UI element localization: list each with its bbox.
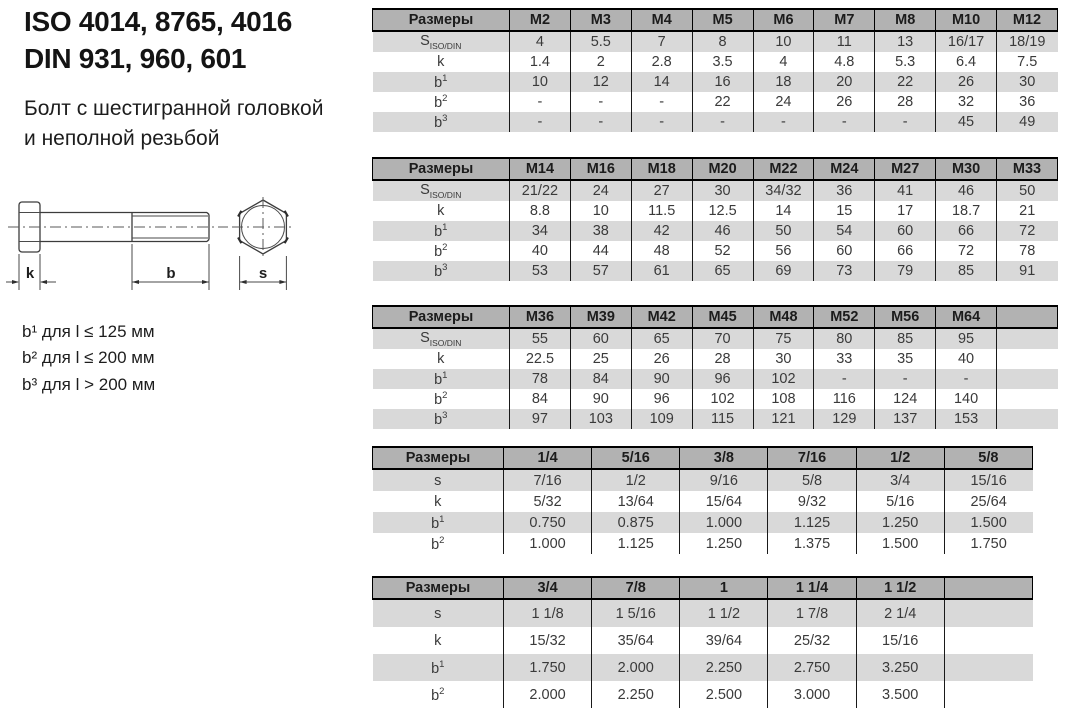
row-label: $b^1$ (434, 370, 448, 388)
value-cell: 96 (631, 389, 692, 409)
table-row (373, 654, 1033, 681)
size-header: M48 (753, 306, 814, 328)
value-cell (997, 328, 1058, 349)
value-cell: 5.5 (570, 31, 631, 52)
value-cell: 121 (753, 409, 814, 429)
bolt-diagram (4, 190, 314, 302)
row-label: $S_{ISO/DIN}$ (420, 182, 462, 200)
value-cell: 4 (510, 31, 571, 52)
value-cell: 15/32 (504, 627, 592, 654)
value-cell: 34 (510, 221, 571, 241)
value-cell: 15 (814, 201, 875, 221)
table-row (373, 627, 1033, 654)
table-row (373, 369, 1058, 389)
value-cell: 7.5 (997, 52, 1058, 72)
value-cell: 55 (510, 328, 571, 349)
size-header: M12 (997, 9, 1058, 31)
table-row (373, 31, 1058, 52)
dimension-b (132, 244, 209, 290)
table-row (373, 241, 1058, 261)
size-header: 3/4 (504, 577, 592, 599)
row-label: $S_{ISO/DIN}$ (420, 330, 462, 348)
table-row (373, 328, 1058, 349)
value-cell: 13 (875, 31, 936, 52)
value-cell: 79 (875, 261, 936, 281)
value-cell: 153 (936, 409, 997, 429)
value-cell (944, 681, 1032, 708)
size-header: M33 (997, 158, 1058, 180)
value-cell: 32 (936, 92, 997, 112)
row-label: k (434, 493, 442, 510)
size-header (944, 577, 1032, 599)
value-cell: 56 (753, 241, 814, 261)
value-cell: 61 (631, 261, 692, 281)
size-header: M4 (631, 9, 692, 31)
table-row (373, 112, 1058, 132)
dimension-table-metric-medium (372, 157, 1058, 281)
value-cell: 12.5 (692, 201, 753, 221)
value-cell: 80 (814, 328, 875, 349)
footnote-b1: b¹ для l ≤ 125 мм (22, 322, 155, 341)
dimension-table-metric-small (372, 8, 1058, 132)
value-cell: 102 (692, 389, 753, 409)
subtitle-line2: и неполной резьбой (24, 126, 220, 150)
value-cell: 18/19 (997, 31, 1058, 52)
value-cell: - (631, 92, 692, 112)
value-cell: 38 (570, 221, 631, 241)
value-cell: 1.375 (768, 533, 856, 554)
size-column-header: Размеры (373, 577, 504, 599)
value-cell (997, 409, 1058, 429)
value-cell (944, 599, 1032, 627)
row-label: $b^3$ (434, 410, 448, 428)
value-cell: 1.125 (768, 512, 856, 533)
value-cell: 0.875 (592, 512, 680, 533)
value-cell: - (570, 92, 631, 112)
value-cell: 2.750 (768, 654, 856, 681)
value-cell: 16 (692, 72, 753, 92)
value-cell: 3.000 (768, 681, 856, 708)
value-cell: 109 (631, 409, 692, 429)
value-cell: 35 (875, 349, 936, 369)
value-cell: 49 (997, 112, 1058, 132)
value-cell: 28 (692, 349, 753, 369)
value-cell: 2.250 (592, 681, 680, 708)
value-cell: 39/64 (680, 627, 768, 654)
value-cell: - (510, 112, 571, 132)
bolt-side-view (8, 202, 228, 252)
value-cell: 116 (814, 389, 875, 409)
value-cell: 57 (570, 261, 631, 281)
value-cell: 5/16 (856, 491, 944, 512)
value-cell: 85 (936, 261, 997, 281)
value-cell: 78 (997, 241, 1058, 261)
table-row (373, 92, 1058, 112)
value-cell: 103 (570, 409, 631, 429)
size-header: M30 (936, 158, 997, 180)
value-cell: - (875, 112, 936, 132)
value-cell: 30 (997, 72, 1058, 92)
value-cell: - (936, 369, 997, 389)
value-cell: 11.5 (631, 201, 692, 221)
value-cell: 45 (936, 112, 997, 132)
value-cell: 10 (510, 72, 571, 92)
value-cell: 1 5/16 (592, 599, 680, 627)
value-cell: 84 (570, 369, 631, 389)
value-cell: 69 (753, 261, 814, 281)
value-cell: 25/32 (768, 627, 856, 654)
value-cell: 35/64 (592, 627, 680, 654)
size-header: M24 (814, 158, 875, 180)
size-header: M52 (814, 306, 875, 328)
table-row (373, 681, 1033, 708)
value-cell: 30 (753, 349, 814, 369)
value-cell: 28 (875, 92, 936, 112)
value-cell: 17 (875, 201, 936, 221)
dimension-s-label: s (258, 265, 268, 282)
value-cell: 41 (875, 180, 936, 201)
size-column-header: Размеры (373, 447, 504, 469)
value-cell: 65 (631, 328, 692, 349)
value-cell: 54 (814, 221, 875, 241)
value-cell: 15/64 (680, 491, 768, 512)
value-cell: 1.500 (944, 512, 1032, 533)
value-cell: 15/16 (944, 469, 1032, 491)
value-cell: 33 (814, 349, 875, 369)
value-cell: 65 (692, 261, 753, 281)
row-label: $b^1$ (434, 73, 448, 91)
value-cell: 26 (631, 349, 692, 369)
value-cell: 1.500 (856, 533, 944, 554)
size-header: M22 (753, 158, 814, 180)
value-cell: 18 (753, 72, 814, 92)
value-cell: 96 (692, 369, 753, 389)
value-cell: 1/2 (592, 469, 680, 491)
table-row (373, 512, 1033, 533)
value-cell: 20 (814, 72, 875, 92)
table-row (373, 349, 1058, 369)
value-cell: 30 (692, 180, 753, 201)
table-row (373, 180, 1058, 201)
value-cell: 78 (510, 369, 571, 389)
size-header: M39 (570, 306, 631, 328)
value-cell: 1.250 (856, 512, 944, 533)
value-cell: 2.000 (592, 654, 680, 681)
value-cell: 1.750 (944, 533, 1032, 554)
value-cell: 12 (570, 72, 631, 92)
size-header (997, 306, 1058, 328)
value-cell: 22 (875, 72, 936, 92)
dimension-s (240, 256, 287, 290)
value-cell (997, 349, 1058, 369)
footnote-b2: b² для l ≤ 200 мм (22, 348, 155, 368)
value-cell: 36 (997, 92, 1058, 112)
dimension-table-metric-large (372, 305, 1058, 429)
size-header: M2 (510, 9, 571, 31)
value-cell: 36 (814, 180, 875, 201)
value-cell: - (570, 112, 631, 132)
value-cell: 9/32 (768, 491, 856, 512)
table-row (373, 409, 1058, 429)
size-header: 5/8 (944, 447, 1032, 469)
value-cell: 90 (570, 389, 631, 409)
size-header: M8 (875, 9, 936, 31)
row-label: $b^1$ (431, 513, 445, 532)
size-header: M14 (510, 158, 571, 180)
value-cell: 1.4 (510, 52, 571, 72)
value-cell: 5/32 (504, 491, 592, 512)
value-cell: 91 (997, 261, 1058, 281)
size-header: M27 (875, 158, 936, 180)
row-label: k (437, 54, 445, 70)
table-row (373, 469, 1033, 491)
value-cell: 40 (936, 349, 997, 369)
value-cell: 3/4 (856, 469, 944, 491)
value-cell (944, 627, 1032, 654)
page-subtitle (24, 94, 323, 154)
value-cell: 95 (936, 328, 997, 349)
size-header: M20 (692, 158, 753, 180)
value-cell: 9/16 (680, 469, 768, 491)
dimension-k (6, 254, 56, 290)
value-cell: 85 (875, 328, 936, 349)
value-cell: 25/64 (944, 491, 1032, 512)
row-label: k (434, 632, 442, 649)
size-header: M5 (692, 9, 753, 31)
size-header: 1/2 (856, 447, 944, 469)
size-header: M3 (570, 9, 631, 31)
value-cell: 10 (753, 31, 814, 52)
value-cell: 10 (570, 201, 631, 221)
value-cell: 27 (631, 180, 692, 201)
value-cell: 60 (875, 221, 936, 241)
value-cell: 26 (936, 72, 997, 92)
size-column-header: Размеры (373, 9, 510, 31)
size-header: M6 (753, 9, 814, 31)
size-column-header: Размеры (373, 306, 510, 328)
page-title (24, 4, 292, 78)
value-cell: 70 (692, 328, 753, 349)
value-cell: 1.250 (680, 533, 768, 554)
size-header: 7/8 (592, 577, 680, 599)
value-cell: 1.750 (504, 654, 592, 681)
value-cell: 73 (814, 261, 875, 281)
value-cell: 75 (753, 328, 814, 349)
value-cell: 21/22 (510, 180, 571, 201)
size-header: M45 (692, 306, 753, 328)
value-cell: 48 (631, 241, 692, 261)
value-cell (944, 654, 1032, 681)
row-label: k (437, 351, 445, 367)
value-cell: 60 (570, 328, 631, 349)
value-cell: - (875, 369, 936, 389)
value-cell: 24 (570, 180, 631, 201)
value-cell (997, 369, 1058, 389)
dimension-b-label: b (166, 265, 176, 282)
value-cell: 11 (814, 31, 875, 52)
value-cell: 21 (997, 201, 1058, 221)
value-cell: - (631, 112, 692, 132)
size-header: M16 (570, 158, 631, 180)
value-cell: - (814, 112, 875, 132)
row-label: $b^3$ (434, 262, 448, 280)
value-cell: 140 (936, 389, 997, 409)
value-cell: 14 (753, 201, 814, 221)
row-label: $b^1$ (431, 658, 445, 677)
value-cell: 108 (753, 389, 814, 409)
size-column-header: Размеры (373, 158, 510, 180)
size-header: 5/16 (592, 447, 680, 469)
table-row (373, 52, 1058, 72)
value-cell: 44 (570, 241, 631, 261)
value-cell: 40 (510, 241, 571, 261)
value-cell: 13/64 (592, 491, 680, 512)
size-header: 3/8 (680, 447, 768, 469)
table-row (373, 261, 1058, 281)
title-din: DIN 931, 960, 601 (24, 42, 247, 74)
value-cell: 3.5 (692, 52, 753, 72)
value-cell: 34/32 (753, 180, 814, 201)
row-label: $S_{ISO/DIN}$ (420, 33, 462, 51)
value-cell: 4.8 (814, 52, 875, 72)
value-cell: 18.7 (936, 201, 997, 221)
value-cell: 6.4 (936, 52, 997, 72)
footnotes (22, 319, 155, 398)
value-cell: 2 (570, 52, 631, 72)
value-cell: 72 (936, 241, 997, 261)
size-header: 1 (680, 577, 768, 599)
size-header: M36 (510, 306, 571, 328)
value-cell: 46 (936, 180, 997, 201)
size-header: M18 (631, 158, 692, 180)
value-cell: 3.250 (856, 654, 944, 681)
value-cell: 0.750 (504, 512, 592, 533)
row-label: k (437, 203, 445, 219)
row-label: s (434, 472, 442, 489)
value-cell: 22.5 (510, 349, 571, 369)
value-cell: 90 (631, 369, 692, 389)
value-cell: - (814, 369, 875, 389)
value-cell: 5/8 (768, 469, 856, 491)
value-cell: 2.500 (680, 681, 768, 708)
value-cell: 46 (692, 221, 753, 241)
value-cell: 84 (510, 389, 571, 409)
size-header: M7 (814, 9, 875, 31)
subtitle-line1: Болт с шестигранной головкой (24, 97, 324, 120)
value-cell: 97 (510, 409, 571, 429)
value-cell: 66 (875, 241, 936, 261)
value-cell: 1.000 (680, 512, 768, 533)
value-cell: 137 (875, 409, 936, 429)
value-cell: 16/17 (936, 31, 997, 52)
value-cell: 7/16 (504, 469, 592, 491)
value-cell: 3.500 (856, 681, 944, 708)
row-label: $b^2$ (431, 685, 445, 704)
value-cell: 2 1/4 (856, 599, 944, 627)
value-cell: 53 (510, 261, 571, 281)
value-cell: 72 (997, 221, 1058, 241)
table-row (373, 533, 1033, 554)
value-cell: 15/16 (856, 627, 944, 654)
row-label: s (434, 605, 442, 622)
value-cell: 115 (692, 409, 753, 429)
value-cell: 1.000 (504, 533, 592, 554)
value-cell: - (753, 112, 814, 132)
table-row (373, 599, 1033, 627)
dimension-table-inch-small (372, 446, 1033, 554)
value-cell: 2.8 (631, 52, 692, 72)
value-cell: 5.3 (875, 52, 936, 72)
value-cell: 42 (631, 221, 692, 241)
value-cell: 8 (692, 31, 753, 52)
row-label: $b^2$ (434, 242, 448, 260)
table-row (373, 491, 1033, 512)
table-row (373, 389, 1058, 409)
size-header: M64 (936, 306, 997, 328)
size-header: M56 (875, 306, 936, 328)
value-cell: 1 1/2 (680, 599, 768, 627)
dimension-table-inch-large (372, 576, 1033, 708)
value-cell: 2.000 (504, 681, 592, 708)
footnote-b3: b³ для l > 200 мм (22, 374, 156, 394)
row-label: $b^2$ (431, 534, 445, 553)
value-cell: 124 (875, 389, 936, 409)
value-cell: 2.250 (680, 654, 768, 681)
value-cell: 102 (753, 369, 814, 389)
value-cell: 1 1/8 (504, 599, 592, 627)
bolt-hex-view (232, 197, 294, 257)
value-cell: 1 7/8 (768, 599, 856, 627)
table-row (373, 201, 1058, 221)
value-cell: - (510, 92, 571, 112)
row-label: $b^1$ (434, 222, 448, 240)
size-header: M10 (936, 9, 997, 31)
value-cell: 4 (753, 52, 814, 72)
value-cell: 26 (814, 92, 875, 112)
value-cell: 25 (570, 349, 631, 369)
row-label: $b^2$ (434, 390, 448, 408)
value-cell: 14 (631, 72, 692, 92)
table-row (373, 221, 1058, 241)
size-header: 1 1/2 (856, 577, 944, 599)
row-label: $b^3$ (434, 113, 448, 131)
table-row (373, 72, 1058, 92)
value-cell: 1.125 (592, 533, 680, 554)
value-cell: 66 (936, 221, 997, 241)
value-cell: 50 (753, 221, 814, 241)
value-cell: 22 (692, 92, 753, 112)
value-cell: 24 (753, 92, 814, 112)
size-header: 1/4 (504, 447, 592, 469)
value-cell: 50 (997, 180, 1058, 201)
value-cell: 60 (814, 241, 875, 261)
size-header: 1 1/4 (768, 577, 856, 599)
value-cell: 8.8 (510, 201, 571, 221)
value-cell: 7 (631, 31, 692, 52)
dimension-k-label: k (25, 265, 35, 282)
value-cell: 129 (814, 409, 875, 429)
size-header: M42 (631, 306, 692, 328)
size-header: 7/16 (768, 447, 856, 469)
value-cell: 52 (692, 241, 753, 261)
value-cell (997, 389, 1058, 409)
row-label: $b^2$ (434, 93, 448, 111)
title-iso: ISO 4014, 8765, 4016 (24, 6, 292, 37)
value-cell: - (692, 112, 753, 132)
